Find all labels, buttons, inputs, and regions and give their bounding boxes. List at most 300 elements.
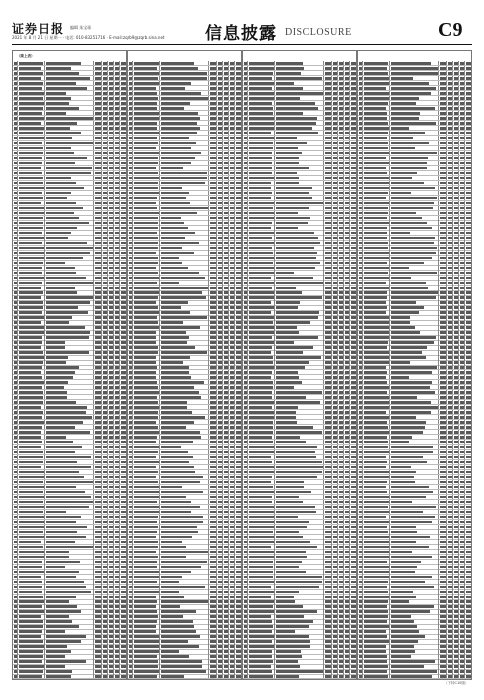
- row-cell: [46, 511, 66, 513]
- row-cell: [134, 82, 159, 84]
- row-cell: [19, 122, 41, 124]
- row-cell: [121, 481, 126, 483]
- row-cell: [19, 67, 41, 69]
- row-cell: [19, 291, 43, 293]
- row-cell: [19, 640, 43, 642]
- row-cell: [121, 371, 126, 373]
- row-cell: [19, 581, 42, 583]
- row-cell: [121, 566, 126, 568]
- row-cell: [19, 152, 43, 154]
- row-cell: [121, 247, 126, 249]
- row-cell: [46, 177, 71, 179]
- row-cell: [46, 506, 89, 508]
- row-cell: [19, 252, 45, 254]
- row-cell: [121, 506, 126, 508]
- row-cell: [121, 561, 126, 563]
- row-cell: [19, 87, 42, 89]
- row-cell: [134, 62, 159, 64]
- table-title: （续上表）: [17, 54, 35, 59]
- row-cell: [46, 182, 76, 184]
- masthead-rule: [12, 44, 472, 45]
- row-cell: [19, 117, 45, 119]
- row-cell: [236, 92, 241, 94]
- row-cell: [19, 386, 42, 388]
- row-cell: [121, 112, 126, 114]
- row-cell: [19, 192, 42, 194]
- row-cell: [121, 267, 126, 269]
- row-cell: [19, 461, 43, 463]
- row-cell: [121, 306, 126, 308]
- row-cell: [46, 132, 81, 134]
- row-cell: [236, 72, 241, 74]
- row-cell: [19, 401, 43, 403]
- row-cell: [121, 650, 126, 652]
- section-title: 信息披露: [205, 19, 277, 44]
- row-cell: [46, 291, 77, 293]
- row-cell: [46, 526, 87, 528]
- row-cell: [46, 426, 75, 428]
- row-cell: [121, 531, 126, 533]
- row-cell: [121, 287, 126, 289]
- row-cell: [19, 157, 42, 159]
- row-cell: [46, 72, 79, 74]
- row-cell: [121, 187, 126, 189]
- row-cell: [161, 72, 207, 74]
- row-cell: [236, 67, 241, 69]
- row-cell: [46, 411, 86, 413]
- row-cell: [46, 466, 91, 468]
- row-cell: [121, 501, 126, 503]
- row-cell: [19, 506, 44, 508]
- row-cell: [161, 62, 194, 64]
- row-cell: [121, 670, 126, 672]
- row-cell: [46, 645, 67, 647]
- row-cell: [19, 177, 43, 179]
- row-cell: [121, 406, 126, 408]
- row-cell: [121, 610, 126, 612]
- row-cell: [46, 401, 76, 403]
- row-cell: [46, 361, 66, 363]
- row-cell: [19, 576, 41, 578]
- row-cell: [121, 237, 126, 239]
- row-cell: [121, 77, 126, 79]
- row-cell: [46, 456, 91, 458]
- row-cell: [121, 242, 126, 244]
- row-cell: [121, 122, 126, 124]
- row-cell: [121, 311, 126, 313]
- row-cell: [46, 137, 72, 139]
- row-cell: [46, 416, 92, 418]
- row-cell: [121, 72, 126, 74]
- row-cell: [121, 326, 126, 328]
- row-cell: [121, 137, 126, 139]
- listing-grid: [128, 51, 241, 679]
- row-cell: [46, 267, 75, 269]
- disclosure-listing: [12, 50, 472, 680]
- row-separator: [13, 678, 126, 679]
- row-cell: [19, 571, 45, 573]
- row-cell: [46, 476, 84, 478]
- row-cell: [19, 132, 43, 134]
- row-cell: [121, 436, 126, 438]
- row-cell: [19, 501, 43, 503]
- row-cell: [121, 167, 126, 169]
- row-cell: [19, 262, 43, 264]
- row-cell: [19, 326, 44, 328]
- row-cell: [46, 481, 93, 483]
- row-cell: [46, 406, 87, 408]
- row-cell: [19, 137, 44, 139]
- row-cell: [19, 366, 42, 368]
- row-cell: [19, 650, 43, 652]
- row-cell: [19, 272, 42, 274]
- row-cell: [121, 491, 126, 493]
- row-cell: [46, 586, 86, 588]
- row-cell: [46, 192, 71, 194]
- row-cell: [19, 331, 44, 333]
- row-cell: [46, 237, 68, 239]
- row-cell: [46, 640, 81, 642]
- row-cell: [19, 167, 41, 169]
- row-cell: [46, 67, 71, 69]
- row-cell: [121, 361, 126, 363]
- row-cell: [19, 486, 45, 488]
- row-cell: [46, 665, 65, 667]
- section-subtitle: DISCLOSURE: [285, 27, 352, 38]
- row-cell: [121, 496, 126, 498]
- editor-line: 编辑 朱宝琛: [70, 25, 91, 31]
- row-cell: [46, 272, 76, 274]
- row-cell: [121, 586, 126, 588]
- row-cell: [121, 227, 126, 229]
- row-cell: [121, 346, 126, 348]
- row-cell: [19, 625, 43, 627]
- row-cell: [46, 202, 76, 204]
- row-cell: [46, 222, 89, 224]
- row-cell: [46, 296, 94, 298]
- row-cell: [121, 366, 126, 368]
- row-cell: [19, 446, 41, 448]
- row-cell: [19, 296, 41, 298]
- row-cell: [19, 670, 43, 672]
- row-cell: [46, 326, 85, 328]
- row-cell: [121, 591, 126, 593]
- row-cell: [121, 441, 126, 443]
- row-cell: [121, 336, 126, 338]
- row-cell: [121, 272, 126, 274]
- row-cell: [46, 82, 76, 84]
- row-cell: [121, 282, 126, 284]
- row-cell: [46, 152, 74, 154]
- row-cell: [46, 461, 77, 463]
- row-cell: [121, 102, 126, 104]
- row-cell: [46, 102, 69, 104]
- row-cell: [46, 561, 80, 563]
- row-cell: [121, 341, 126, 343]
- row-cell: [19, 381, 44, 383]
- row-cell: [19, 127, 45, 129]
- row-cell: [121, 222, 126, 224]
- row-cell: [121, 257, 126, 259]
- row-cell: [46, 107, 79, 109]
- row-cell: [19, 531, 43, 533]
- row-cell: [121, 556, 126, 558]
- row-cell: [121, 411, 126, 413]
- row-cell: [46, 531, 77, 533]
- row-cell: [121, 262, 126, 264]
- row-cell: [46, 321, 69, 323]
- row-cell: [46, 471, 79, 473]
- row-cell: [46, 396, 67, 398]
- row-cell: [46, 356, 68, 358]
- row-cell: [19, 142, 42, 144]
- row-cell: [121, 581, 126, 583]
- row-cell: [121, 232, 126, 234]
- row-cell: [121, 546, 126, 548]
- row-cell: [161, 92, 201, 94]
- row-cell: [46, 605, 77, 607]
- row-cell: [46, 546, 94, 548]
- row-cell: [121, 461, 126, 463]
- row-cell: [46, 167, 92, 169]
- row-cell: [121, 117, 126, 119]
- row-cell: [19, 172, 42, 174]
- row-cell: [121, 431, 126, 433]
- row-cell: [46, 311, 88, 313]
- row-cell: [121, 620, 126, 622]
- row-cell: [121, 675, 126, 677]
- row-cell: [121, 316, 126, 318]
- row-cell: [46, 77, 90, 79]
- row-cell: [46, 596, 76, 598]
- row-cell: [46, 217, 79, 219]
- row-cell: [121, 82, 126, 84]
- row-cell: [236, 82, 241, 84]
- row-cell: [121, 401, 126, 403]
- row-cell: [46, 142, 94, 144]
- row-cell: [46, 486, 76, 488]
- row-cell: [46, 187, 84, 189]
- row-cell: [19, 511, 43, 513]
- row-cell: [134, 77, 158, 79]
- row-cell: [19, 556, 44, 558]
- row-cell: [121, 635, 126, 637]
- row-cell: [19, 107, 43, 109]
- row-cell: [46, 635, 86, 637]
- listing-column-1: [12, 50, 127, 680]
- row-cell: [46, 421, 83, 423]
- row-cell: [46, 331, 90, 333]
- row-cell: [46, 62, 81, 64]
- row-cell: [46, 336, 89, 338]
- row-cell: [46, 212, 74, 214]
- row-cell: [19, 615, 41, 617]
- row-cell: [19, 481, 43, 483]
- masthead: [0, 0, 484, 46]
- row-cell: [121, 142, 126, 144]
- row-cell: [19, 620, 43, 622]
- row-cell: [19, 526, 44, 528]
- date-contact-line: 2021 年 8 月 21 日 星期一 · 电话: 010-83251716 · E-mail:zqrb9@zqrb.sina.net: [12, 35, 165, 41]
- row-cell: [19, 316, 45, 318]
- row-cell: [46, 501, 94, 503]
- row-cell: [19, 546, 43, 548]
- row-cell: [121, 456, 126, 458]
- row-cell: [19, 566, 42, 568]
- row-cell: [19, 431, 41, 433]
- row-cell: [121, 177, 126, 179]
- row-cell: [19, 630, 42, 632]
- row-cell: [121, 381, 126, 383]
- row-cell: [19, 551, 44, 553]
- row-cell: [19, 277, 44, 279]
- row-cell: [46, 287, 75, 289]
- row-cell: [121, 67, 126, 69]
- row-cell: [19, 451, 43, 453]
- row-cell: [19, 237, 44, 239]
- row-cell: [121, 486, 126, 488]
- row-cell: [161, 97, 208, 99]
- row-cell: [19, 541, 41, 543]
- row-cell: [121, 451, 126, 453]
- row-cell: [19, 421, 44, 423]
- row-cell: [121, 192, 126, 194]
- row-cell: [121, 291, 126, 293]
- row-cell: [19, 306, 43, 308]
- row-cell: [121, 615, 126, 617]
- row-cell: [19, 516, 45, 518]
- row-cell: [161, 102, 190, 104]
- row-cell: [134, 97, 158, 99]
- row-cell: [46, 571, 79, 573]
- row-cell: [19, 242, 42, 244]
- row-cell: [19, 411, 43, 413]
- row-cell: [121, 640, 126, 642]
- row-cell: [46, 496, 91, 498]
- row-cell: [236, 62, 241, 64]
- row-cell: [121, 197, 126, 199]
- row-cell: [121, 212, 126, 214]
- row-cell: [46, 227, 77, 229]
- row-cell: [236, 97, 241, 99]
- row-cell: [121, 526, 126, 528]
- row-cell: [121, 87, 126, 89]
- row-cell: [19, 92, 44, 94]
- row-cell: [46, 262, 65, 264]
- row-cell: [46, 566, 65, 568]
- row-cell: [46, 92, 66, 94]
- row-cell: [134, 107, 157, 109]
- row-cell: [19, 491, 43, 493]
- row-cell: [46, 675, 71, 677]
- row-cell: [121, 277, 126, 279]
- row-cell: [19, 466, 41, 468]
- row-cell: [19, 426, 42, 428]
- row-cell: [19, 586, 42, 588]
- row-cell: [19, 197, 43, 199]
- row-cell: [46, 282, 93, 284]
- row-cell: [19, 321, 41, 323]
- row-cell: [46, 576, 76, 578]
- row-cell: [46, 436, 66, 438]
- row-cell: [121, 511, 126, 513]
- row-cell: [121, 147, 126, 149]
- row-cell: [46, 591, 91, 593]
- row-cell: [121, 576, 126, 578]
- row-cell: [19, 351, 43, 353]
- row-cell: [161, 82, 191, 84]
- row-cell: [236, 102, 241, 104]
- row-cell: [121, 536, 126, 538]
- row-cell: [19, 336, 42, 338]
- row-cell: [19, 471, 44, 473]
- row-cell: [19, 287, 41, 289]
- row-cell: [46, 630, 65, 632]
- row-cell: [46, 376, 73, 378]
- row-cell: [46, 316, 72, 318]
- row-cell: [46, 232, 71, 234]
- row-cell: [19, 162, 42, 164]
- row-cell: [46, 147, 71, 149]
- row-cell: [19, 77, 41, 79]
- row-cell: [19, 436, 41, 438]
- paper-logo: 证券日报: [12, 20, 64, 37]
- row-cell: [121, 301, 126, 303]
- listing-column-2: [127, 50, 242, 680]
- row-cell: [134, 92, 157, 94]
- row-cell: [19, 596, 43, 598]
- row-cell: [46, 581, 84, 583]
- row-cell: [121, 217, 126, 219]
- row-cell: [46, 381, 68, 383]
- row-cell: [19, 406, 41, 408]
- row-cell: [46, 87, 87, 89]
- row-cell: [46, 441, 73, 443]
- row-cell: [19, 645, 45, 647]
- row-cell: [46, 306, 78, 308]
- row-cell: [46, 516, 81, 518]
- row-cell: [134, 67, 157, 69]
- row-cell: [121, 660, 126, 662]
- row-cell: [19, 561, 42, 563]
- row-cell: [19, 600, 44, 602]
- row-cell: [121, 252, 126, 254]
- row-cell: [121, 331, 126, 333]
- row-cell: [121, 356, 126, 358]
- row-cell: [19, 62, 43, 64]
- row-cell: [46, 615, 69, 617]
- row-cell: [121, 97, 126, 99]
- row-cell: [121, 107, 126, 109]
- row-cell: [46, 536, 86, 538]
- row-cell: [236, 77, 241, 79]
- row-cell: [121, 157, 126, 159]
- row-cell: [19, 97, 43, 99]
- row-cell: [161, 87, 185, 89]
- row-cell: [19, 72, 43, 74]
- row-cell: [19, 267, 42, 269]
- row-cell: [121, 296, 126, 298]
- row-cell: [134, 102, 157, 104]
- row-cell: [19, 441, 42, 443]
- row-cell: [46, 197, 67, 199]
- row-cell: [121, 92, 126, 94]
- row-cell: [46, 252, 90, 254]
- row-cell: [121, 630, 126, 632]
- row-cell: [19, 341, 42, 343]
- row-cell: [121, 600, 126, 602]
- row-cell: [19, 610, 45, 612]
